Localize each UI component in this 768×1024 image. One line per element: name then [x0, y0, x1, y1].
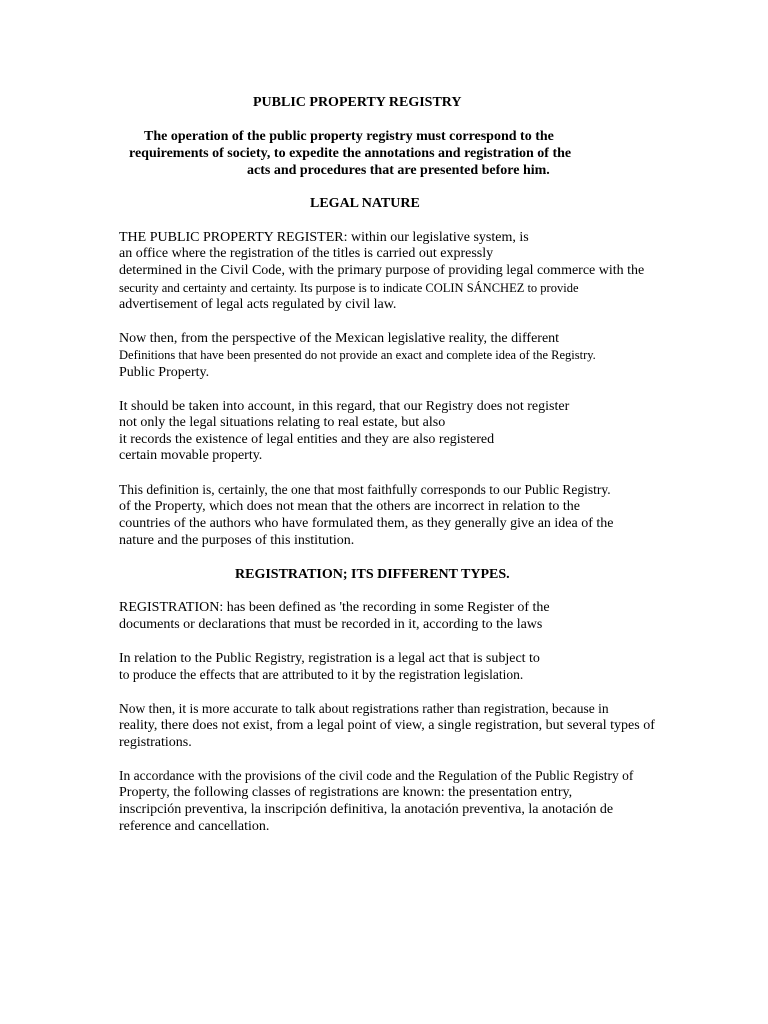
- paragraph-line: of the Property, which does not mean that the others are incorrect in relation to the: [119, 499, 580, 514]
- paragraph-line: to produce the effects that are attributed to it by the registration legislation.: [119, 667, 524, 682]
- paragraph-line: Public Property.: [119, 365, 210, 380]
- intro-line: requirements of society, to expedite the annotations and registration of the: [129, 146, 572, 161]
- section-heading-registration-types: REGISTRATION; ITS DIFFERENT TYPES.: [235, 567, 510, 582]
- paragraph-line: It should be taken into account, in this regard, that our Registry does not register: [119, 399, 570, 414]
- paragraph-line: REGISTRATION: has been defined as 'the recording in some Register of the: [119, 600, 550, 615]
- paragraph-line: documents or declarations that must be recorded in it, according to the laws: [119, 617, 543, 632]
- paragraph-line: nature and the purposes of this institution.: [119, 533, 355, 548]
- paragraph-line: This definition is, certainly, the one that most faithfully corresponds to our Public Registry.: [119, 482, 611, 497]
- paragraph-line: security and certainty and certainty. Its purpose is to indicate COLIN SÁNCHEZ to provide: [119, 281, 579, 295]
- paragraph-line: not only the legal situations relating to real estate, but also: [119, 415, 446, 430]
- paragraph-line: it records the existence of legal entities and they are also registered: [119, 432, 495, 447]
- paragraph-line: In accordance with the provisions of the civil code and the Regulation of the Public Registry of: [119, 768, 634, 783]
- paragraph-line: determined in the Civil Code, with the primary purpose of providing legal commerce with the: [119, 263, 645, 278]
- intro-line: acts and procedures that are presented before him.: [247, 163, 550, 178]
- paragraph-line: an office where the registration of the titles is carried out expressly: [119, 246, 494, 261]
- paragraph-line: countries of the authors who have formulated them, as they generally give an idea of the: [119, 516, 614, 531]
- paragraph-line: THE PUBLIC PROPERTY REGISTER: within our legislative system, is: [119, 230, 529, 245]
- paragraph-line: inscripción preventiva, la inscripción definitiva, la anotación preventiva, la anotación de: [119, 802, 614, 817]
- paragraph-line: reference and cancellation.: [119, 819, 270, 834]
- paragraph-line: Now then, from the perspective of the Mexican legislative reality, the different: [119, 331, 560, 346]
- paragraph-line: Definitions that have been presented do not provide an exact and complete idea of the Registry.: [119, 348, 596, 362]
- paragraph-line: Property, the following classes of registrations are known: the presentation entry,: [119, 785, 573, 800]
- paragraph-line: advertisement of legal acts regulated by civil law.: [119, 297, 397, 312]
- intro-line: The operation of the public property registry must correspond to the: [144, 129, 554, 144]
- paragraph-line: reality, there does not exist, from a legal point of view, a single registration, but several types of: [119, 718, 655, 733]
- paragraph-line: In relation to the Public Registry, registration is a legal act that is subject to: [119, 651, 540, 666]
- document-title: PUBLIC PROPERTY REGISTRY: [253, 95, 462, 110]
- section-heading-legal-nature: LEGAL NATURE: [310, 196, 420, 211]
- paragraph-line: Now then, it is more accurate to talk about registrations rather than registration, because in: [119, 701, 609, 716]
- paragraph-line: registrations.: [119, 735, 192, 750]
- paragraph-line: certain movable property.: [119, 448, 263, 463]
